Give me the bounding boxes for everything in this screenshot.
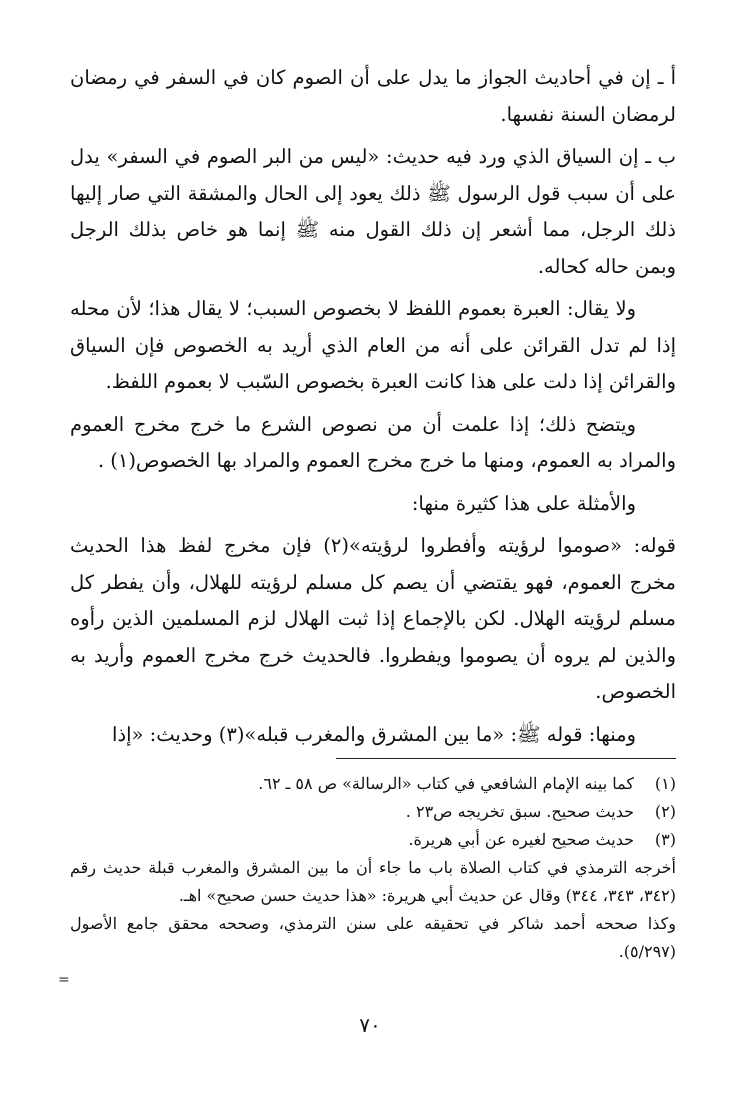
paragraph-2: ب ـ إن السياق الذي ورد فيه حديث: «ليس من البر الصوم في السفر» يدل على أن سبب قول الرسول ﷺ ذلك يعود إلى الحال والمشقة التي صار إليها ذلك الرجل، مما أشعر إن ذلك القول منه ﷺ إنما هو خاص بذلك الرجل وبمن حاله كحاله. [70, 145, 676, 278]
paragraph-4: ويتضح ذلك؛ إذا علمت أن من نصوص الشرع ما خرج مخرج العموم والمراد به العموم، ومنها ما خرج مخرج العموم والمراد بها الخصوص(١) . [70, 412, 676, 472]
footnote-separator [336, 758, 676, 759]
paragraph-7: ومنها: قوله ﷺ: «ما بين المشرق والمغرب قبله»(٣) وحديث: «إذا [112, 722, 636, 746]
footnotes [70, 770, 676, 966]
page-number: ٧٠ [359, 1013, 381, 1037]
footnote-3-continuation-2: وكذا صححه أحمد شاكر في تحقيقه على سنن الترمذي، وصححه محقق جامع الأصول (٥/٢٩٧). [70, 914, 676, 961]
footnote-text: حديث صحيح. سبق تخريجه ص٢٣ . [405, 802, 634, 821]
footnote-3-continuation-1: أخرجه الترمذي في كتاب الصلاة باب ما جاء أن ما بين المشرق والمغرب قبلة حديث رقم (٣٤٢، ٣٤٣، ٣٤٤) وقال عن حديث أبي هريرة: «هذا حديث حسن صحيح» اهـ. [70, 858, 676, 905]
footnote-text: كما بينه الإمام الشافعي في كتاب «الرسالة» ص ٥٨ ـ ٦٢. [258, 774, 634, 793]
footnote-number: (١) [654, 774, 676, 793]
footnote-1 [70, 770, 676, 798]
paragraph-5: والأمثلة على هذا كثيرة منها: [411, 491, 636, 515]
footnote-number: (٣) [654, 830, 676, 849]
continuation-mark: = [58, 972, 70, 988]
footnote-2 [70, 798, 676, 826]
paragraph-3: ولا يقال: العبرة بعموم اللفظ لا بخصوص السبب؛ لا يقال هذا؛ لأن محله إذا لم تدل القرائن على أنه من العام الذي أريد به الخصوص فإن السياق والقرائن إذا دلت على هذا كانت العبرة بخصوص السّبب لا بعموم اللفظ. [70, 297, 676, 393]
footnote-3 [70, 826, 676, 854]
paragraph-1: أ ـ إن في أحاديث الجواز ما يدل على أن الصوم كان في السفر في رمضان لرمضان السنة نفسها. [70, 66, 676, 126]
footnote-number: (٢) [654, 802, 676, 821]
main-text [70, 60, 676, 759]
paragraph-6: قوله: «صوموا لرؤيته وأفطروا لرؤيته»(٢) فإن مخرج لفظ هذا الحديث مخرج العموم، فهو يقتضي أن يصم كل مسلم لرؤيته للهلال، وأن يفطر كل مسلم لرؤيته الهلال. لكن بالإجماع إذا ثبت الهلال لزم المسلمين الذين رأوه والذين لم يروه أن يصوموا ويفطروا. فالحديث خرج مخرج العموم وأريد به الخصوص. [70, 534, 676, 703]
footnote-text: حديث صحيح لغيره عن أبي هريرة. [408, 830, 634, 849]
